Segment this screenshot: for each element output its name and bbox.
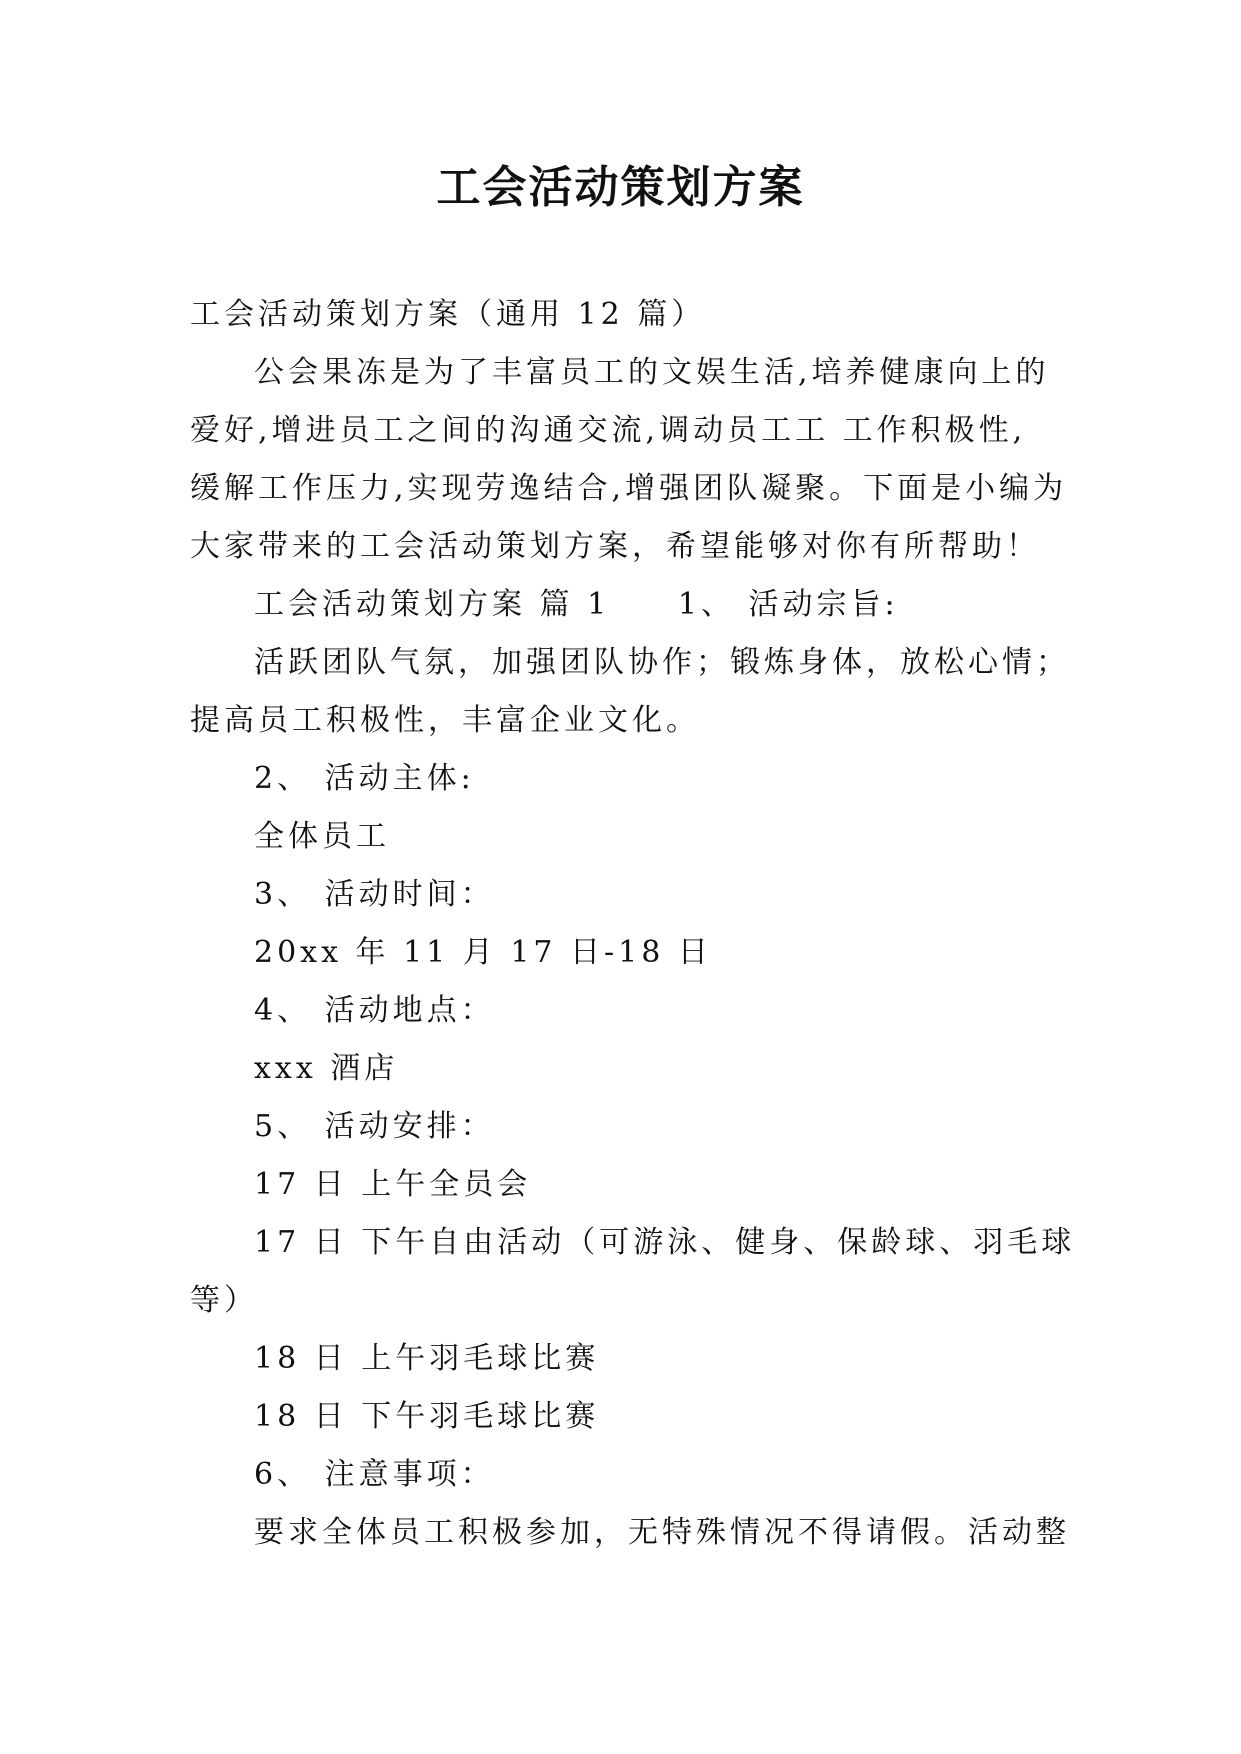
notes-heading: 6、 注意事项：	[254, 1457, 495, 1492]
schedule-item-4: 18 日 下午羽毛球比赛	[254, 1399, 600, 1434]
intro-line-1: 公会果冻是为了丰富员工的文娱生活,培养健康向上的	[254, 355, 1050, 390]
schedule-item-2-cont: 等）	[190, 1283, 258, 1318]
notes-text: 要求全体员工积极参加，无特殊情况不得请假。活动整	[254, 1515, 1070, 1550]
document-body	[190, 286, 1076, 1562]
intro-line-2: 爱好,增进员工之间的沟通交流,调动员工工 工作积极性,	[190, 413, 1027, 448]
section-heading-line: 工会活动策划方案 篇 1 1、 活动宗旨:	[254, 587, 899, 622]
schedule-item-1: 17 日 上午全员会	[254, 1167, 532, 1202]
location-text: xxx 酒店	[254, 1051, 399, 1086]
subject-text: 全体员工	[254, 819, 390, 854]
schedule-item-2: 17 日 下午自由活动（可游泳、健身、保龄球、羽毛球	[254, 1225, 1076, 1260]
purpose-line-2: 提高员工积极性，丰富企业文化。	[190, 703, 700, 738]
schedule-heading: 5、 活动安排：	[254, 1109, 495, 1144]
intro-line-4: 大家带来的工会活动策划方案，希望能够对你有所帮助！	[190, 529, 1040, 564]
schedule-item-3: 18 日 上午羽毛球比赛	[254, 1341, 600, 1376]
location-heading: 4、 活动地点：	[254, 993, 495, 1028]
time-heading: 3、 活动时间：	[254, 877, 495, 912]
purpose-line-1: 活跃团队气氛，加强团队协作；锻炼身体，放松心情；	[254, 645, 1070, 680]
intro-line-3: 缓解工作压力,实现劳逸结合,增强团队凝聚。下面是小编为	[190, 471, 1068, 506]
time-text: 20xx 年 11 月 17 日-18 日	[254, 935, 712, 970]
subject-heading: 2、 活动主体:	[254, 761, 475, 796]
document-title: 工会活动策划方案	[436, 162, 805, 213]
subtitle-line: 工会活动策划方案（通用 12 篇）	[190, 297, 706, 332]
